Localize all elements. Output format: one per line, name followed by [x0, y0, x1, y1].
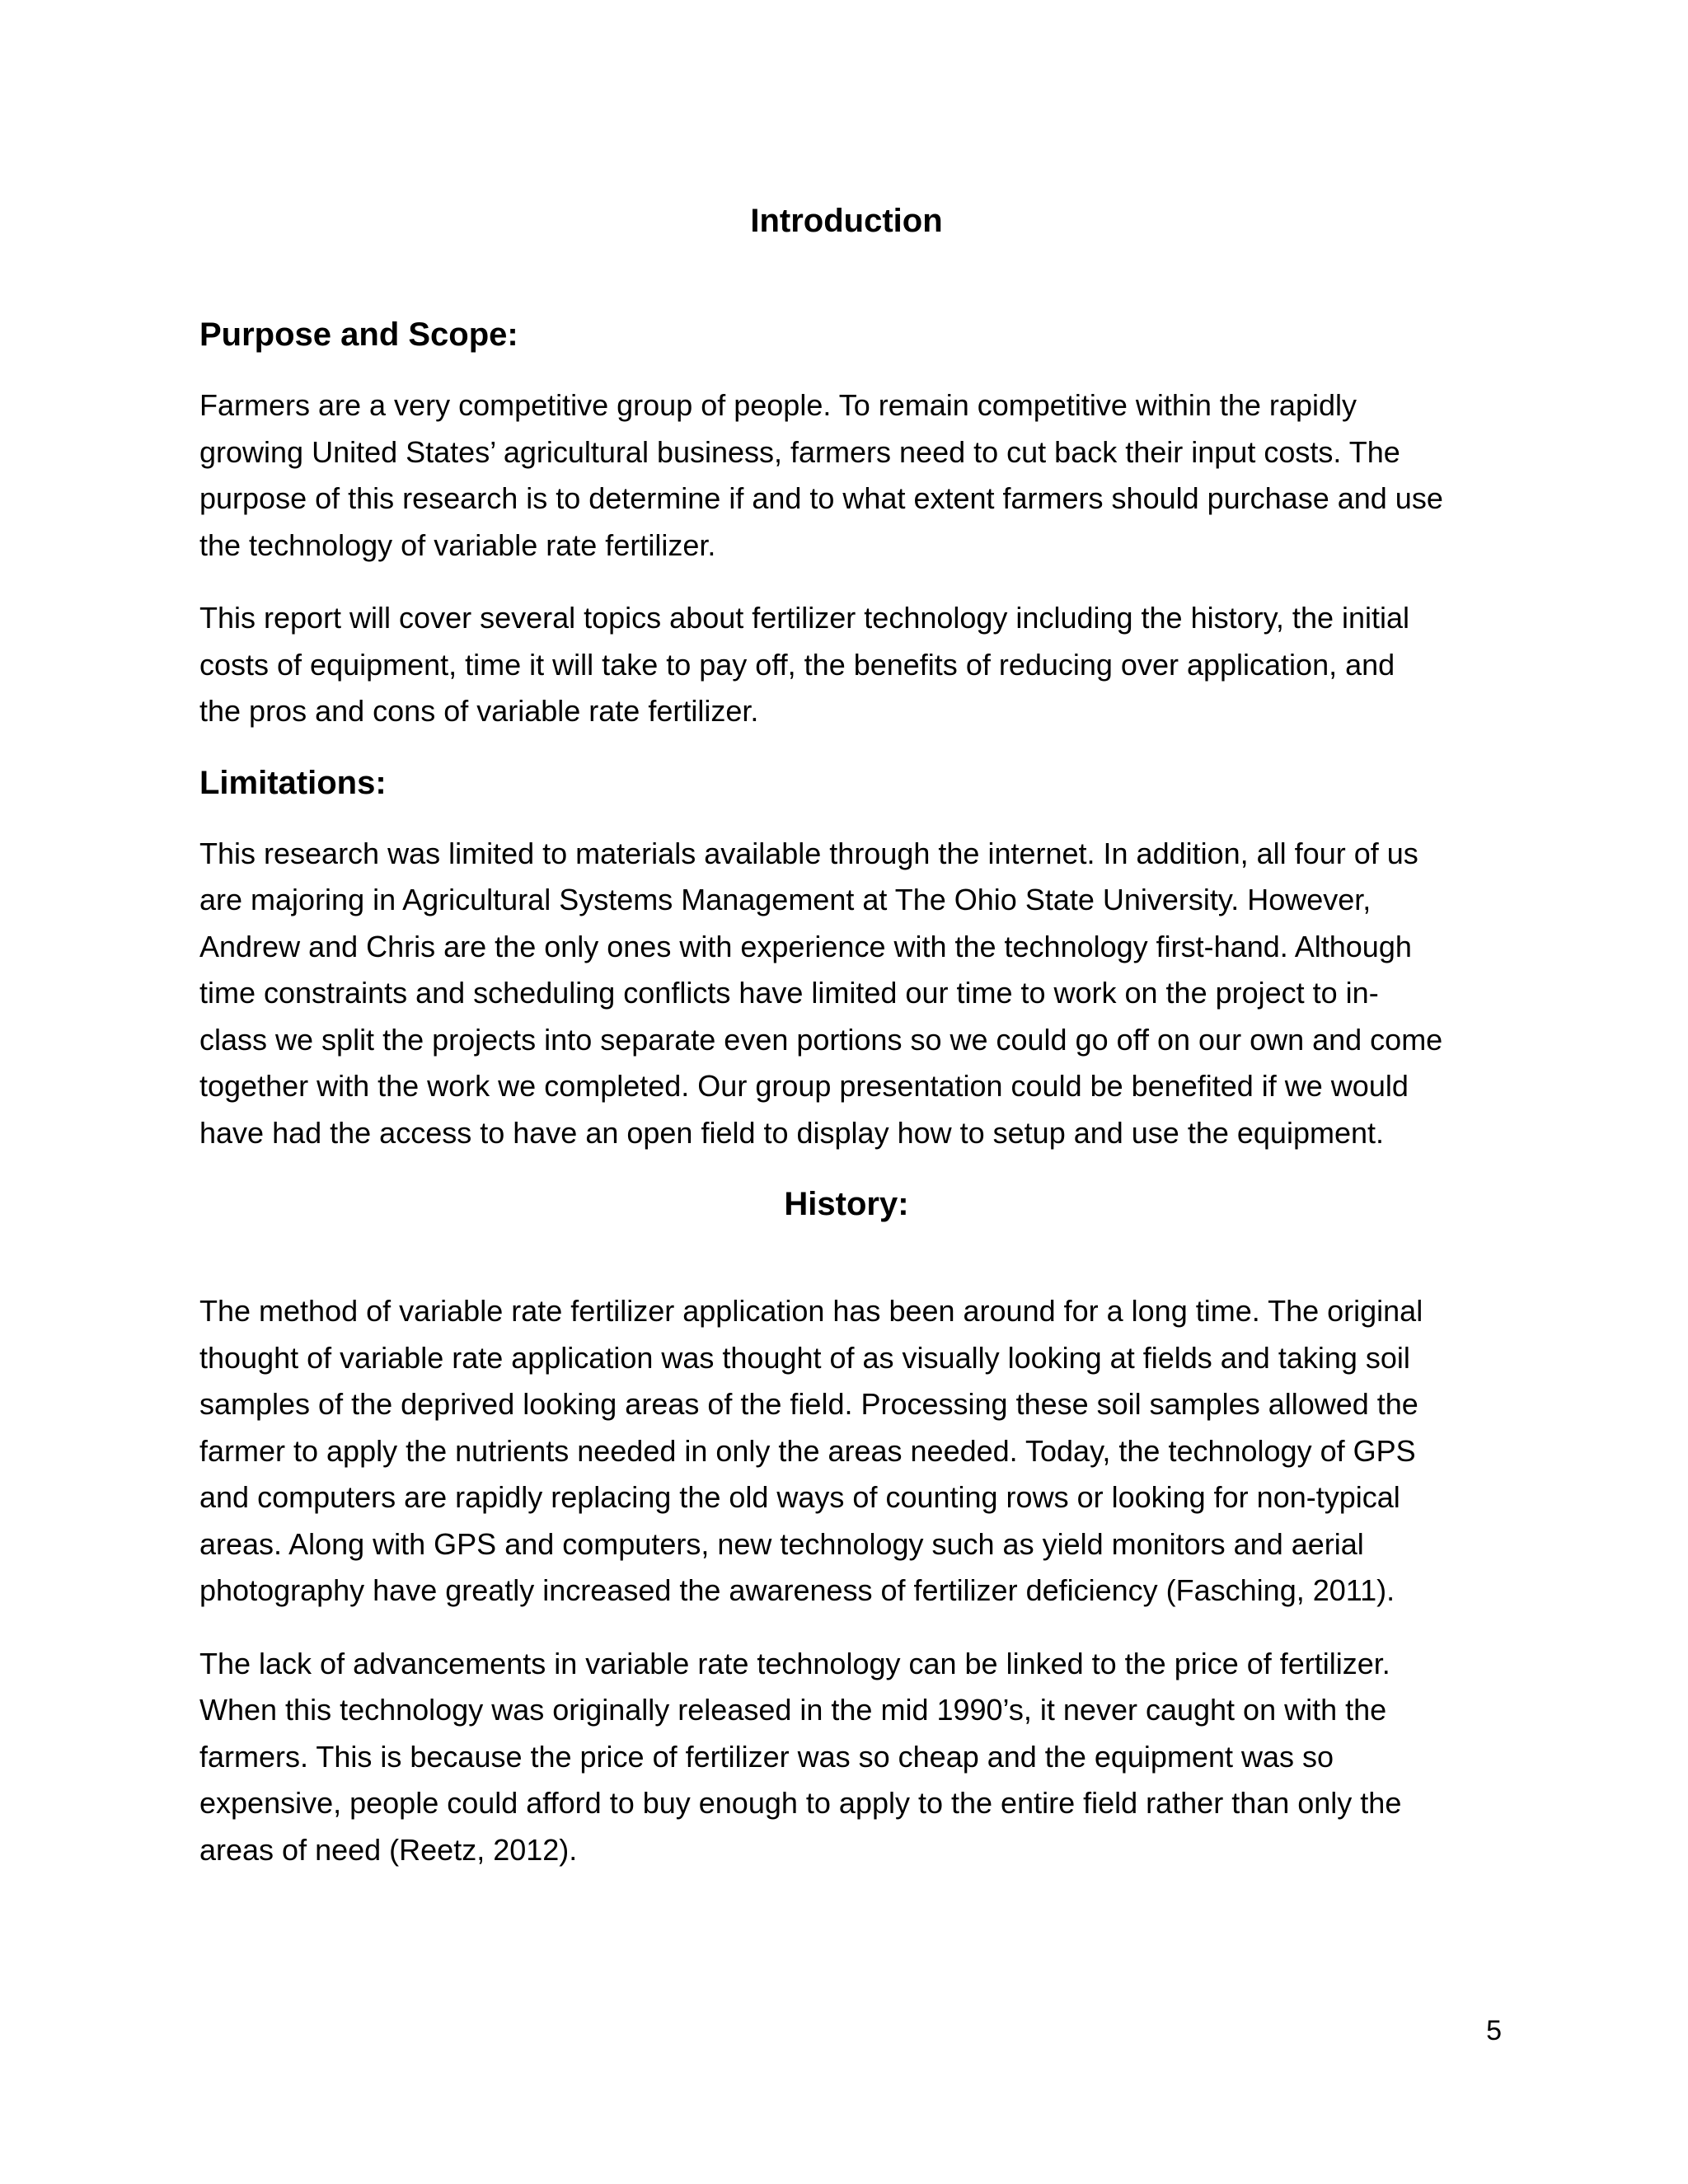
page-title: Introduction [750, 203, 943, 239]
section-heading-purpose-and-scope: Purpose and Scope: [199, 316, 518, 353]
paragraph: This research was limited to materials available through the internet. In addition, all four of us are majoring in Agricultural Systems Management at The Ohio State University. However, Andrew and Chris are the only ones with experience with the technology first-hand. Although time constraints and scheduling conflicts have limited our time to work on the project to in- class we split the projects into separate even portions so we could go off on our own and come together with the work we completed. Our group presentation could be benefited if we would have had the access to have an open field to display how to setup and use the equipment. [199, 836, 1443, 1150]
section-limitations [199, 760, 1493, 1157]
paragraph: This report will cover several topics about fertilizer technology including the history, the initial costs of equipment, time it will take to pay off, the benefits of reducing over application, and the pros and cons of variable rate fertilizer. [199, 601, 1410, 728]
section-purpose-and-scope [199, 312, 1493, 735]
page-content [199, 198, 1493, 1900]
section-history [199, 1181, 1493, 1873]
paragraph: The method of variable rate fertilizer application has been around for a long time. The original thought of variable rate application was thought of as visually looking at fields and taking soil samples of the deprived looking areas of the field. Processing these soil samples allowed the farmer to apply the nutrients needed in only the areas needed. Today, the technology of GPS and computers are rapidly replacing the old ways of counting rows or looking for non-typical areas. Along with GPS and computers, new technology such as yield monitors and aerial photography have greatly increased the awareness of fertilizer deficiency (Fasching, 2011). [199, 1294, 1423, 1607]
page-number: 5 [1486, 2015, 1502, 2046]
paragraph: The lack of advancements in variable rate technology can be linked to the price of fertilizer. When this technology was originally released in the mid 1990’s, it never caught on with the farmers. This is because the price of fertilizer was so cheap and the equipment was so expensive, people could afford to buy enough to apply to the entire field rather than only the areas of need (Reetz, 2012). [199, 1646, 1402, 1867]
section-heading-history: History: [784, 1186, 909, 1222]
section-heading-limitations: Limitations: [199, 764, 387, 801]
paragraph: Farmers are a very competitive group of people. To remain competitive within the rapidly growing United States’ agricultural business, farmers need to cut back their input costs. The purpose of this research is to determine if and to what extent farmers should purchase and use the technology of variable rate fertilizer. [199, 388, 1443, 562]
